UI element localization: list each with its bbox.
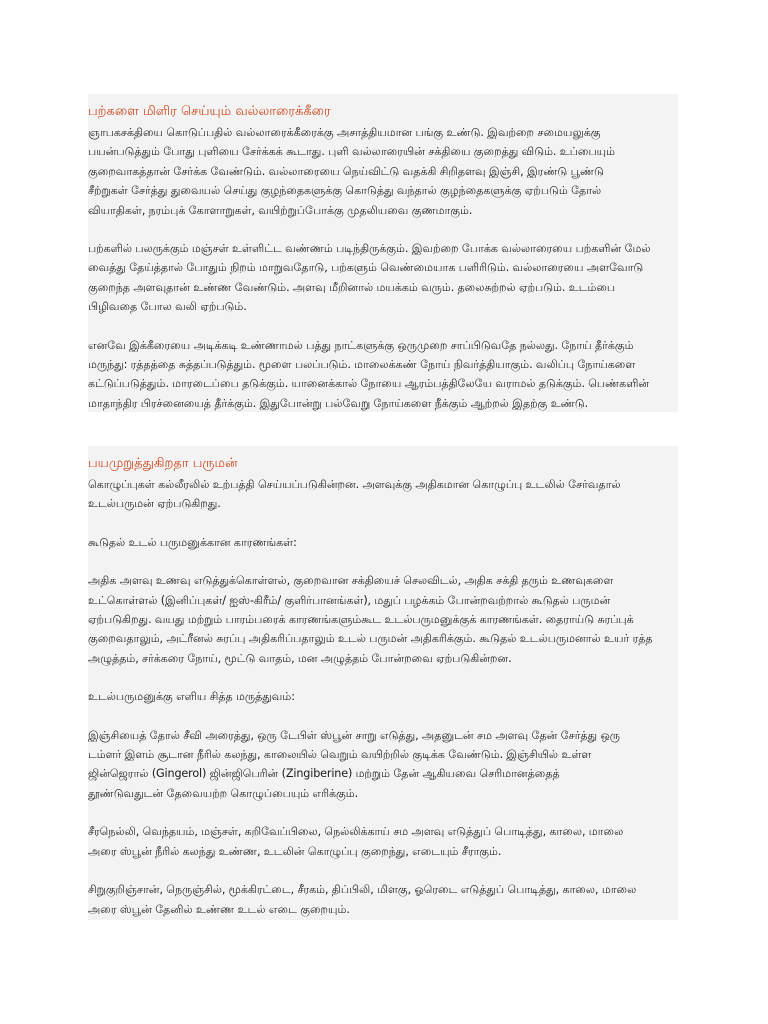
article-section-2 — [88, 446, 678, 920]
text-line: கட்டுப்படுத்தும். மாரடைப்பை தடுக்கும். யானைக்கால் நோயை ஆரம்பத்திலேயே வராமல் தடுக்கும். பெண்களின் — [88, 377, 650, 391]
text-line: உடல்பருமனுக்கு எளிய சித்த மருத்துவம்: — [88, 690, 295, 704]
text-line: உடல்பருமன் ஏற்படுகிறது. — [88, 497, 221, 511]
text-line: கூடுதல் உடல் பருமனுக்கான காரணங்கள்: — [88, 535, 297, 549]
text-line: குறைந்த அளவுதான் உண்ண வேண்டும். அளவு மீறினால் மயக்கம் வரும். தலைசுற்றல் ஏற்படும். உடம்பை — [88, 280, 616, 294]
text-line: ஜின்ஜெரால் (Gingerol) ஜின்ஜிபெரின் (Zingiberine) மற்றும் தேன் ஆகியவை செரிமானத்தைத் — [88, 767, 560, 781]
text-line: பற்களில் பலருக்கும் மஞ்சள் உள்ளிட்ட வண்ணம் படிந்திருக்கும். இவற்றை போக்க வல்லாரையை பற்களின் மேல் — [88, 242, 651, 256]
text-line: இஞ்சியைத் தோல் சீவி அரைத்து, ஒரு டேபிள் ஸ்பூன் சாறு எடுத்து, அதனுடன் சம அளவு தேன் சேர்த்து ஒரு — [88, 728, 620, 742]
paragraph — [88, 336, 678, 412]
text-line: எனவே இக்கீரையை அடிக்கடி உண்ணாமல் பத்து நாட்களுக்கு ஒருமுறை சாப்பிடுவதே நல்லது. நோய் தீர்க்கும் — [88, 338, 634, 352]
paragraph — [88, 239, 678, 317]
paragraph — [88, 123, 678, 220]
text-line: தூண்டுவதுடன் தேவையற்ற கொழுப்பையும் எரிக்கும். — [88, 786, 359, 800]
article-section-1 — [88, 94, 678, 412]
text-line: குறைவதாலும், அட்ரீனல் சுரப்பு அதிகரிப்பதாலும் உடல் பருமன் அதிகரிக்கும். கூடுதல் உடல்பருமனால் உயர் ரத்த — [88, 632, 653, 646]
text-line: வியாதிகள், நரம்புக் கோளாறுகள், வயிற்றுப்போக்கு முதலியவை குணமாகும். — [88, 203, 473, 217]
text-line: பயன்படுத்தும் போது புளியை சேர்க்கக் கூடாது. புளி வல்லாரையின் சக்தியை குறைத்து விடும். உப்பையும் — [88, 145, 615, 159]
paragraph — [88, 533, 678, 552]
text-line: மருந்து: ரத்தத்தை சுத்தப்படுத்தும். மூளை பலப்படும். மாலைக்கண் நோய் நிவர்த்தியாகும். வலிப்பு நோய்களை — [88, 358, 636, 372]
text-line: கொழுப்புகள் கல்லீரலில் உற்பத்தி செய்யப்படுகின்றன. அளவுக்கு அதிகமான கொழுப்பு உடலில் சேர்வதால் — [88, 478, 621, 491]
text-line: சீரநெல்லி, வெந்தயம், மஞ்சள், கறிவேப்பிலை, நெல்லிக்காய் சம அளவு எடுத்துப் பொடித்து, காலை, மாலை — [88, 825, 624, 839]
paragraph — [88, 687, 678, 706]
text-line: அழுத்தம், சர்க்கரை நோய், மூட்டு வாதம், மன அழுத்தம் போன்றவை ஏற்படுகின்றன. — [88, 651, 512, 665]
text-line: சிறுகுறிஞ்சான், நெருஞ்சில், மூக்கிரட்டை, சீரகம், திப்பிலி, மிளகு, ஓரெடை எடுத்துப் பொடித்து, காலை, மாலை — [88, 883, 637, 897]
text-line: டம்ளர் இளம் சூடான நீரில் கலந்து, காலையில் வெறும் வயிற்றில் குடிக்க வேண்டும். இஞ்சியில் உள்ள — [88, 748, 592, 762]
paragraph — [88, 880, 678, 919]
section-heading: பற்களை மிளிர செய்யும் வல்லாரைக்கீரை — [88, 104, 331, 119]
text-line: சீற்றுகள் சேர்த்து துவையல் செய்து குழந்தைகளுக்கு கொடுத்து வந்தால் குழந்தைகளுக்கு ஏற்படும் தோல் — [88, 184, 602, 198]
text-line: உட்கொள்ளல் (இனிப்புகள்/ ஐஸ்-கிரீம்/ குளிர்பானங்கள்), மதுப் பழக்கம் போன்றவற்றால் கூடுதல் பருமன் — [88, 593, 611, 607]
paragraph — [88, 475, 678, 514]
text-line: மாதாந்திர பிரச்னையைத் தீர்க்கும். இதுபோன்று பல்வேறு நோய்களை நீக்கும் ஆற்றல் இதற்கு உண்டு. — [88, 396, 589, 410]
text-line: அரை ஸ்பூன் நீரில் கலந்து உண்ண, உடலின் கொழுப்பு குறைந்து, எடையும் சீராகும். — [88, 844, 502, 858]
text-line: ஞாபகசக்தியை கொடுப்பதில் வல்லாரைக்கீரைக்கு அசாத்தியமான பங்கு உண்டு. இவற்றை சமையலுக்கு — [88, 126, 601, 139]
text-line: ஏற்படுகிறது. வயது மற்றும் பாரம்பரைக் காரணங்களும்கூட உடல்பருமனுக்குக் காரணங்கள். தைராய்டு சுரப்புக் — [88, 613, 634, 627]
paragraph — [88, 822, 678, 861]
text-line: அரை ஸ்பூன் தேனில் உண்ண உடல் எடை குறையும். — [88, 902, 350, 916]
text-line: அதிக அளவு உணவு எடுத்துக்கொள்ளல், குறைவான சக்தியைச் செலவிடல், அதிக சக்தி தரும் உணவுகளை — [88, 574, 614, 588]
paragraph — [88, 726, 678, 804]
text-line: பிழிவதை போல வலி ஏற்படும். — [88, 300, 247, 314]
paragraph — [88, 571, 678, 668]
text-line: குறைவாகத்தான் சேர்க்க வேண்டும். வல்லாரையை நெய்விட்டு வதக்கி சிறிதளவு இஞ்சி, இரண்டு பூண்டு — [88, 164, 604, 178]
text-line: வைத்து தேய்த்தால் போதும் நிறம் மாறுவதோடு, பற்களும் வெண்மையாக பளிரிடும். வல்லாரையை அளவோடு — [88, 261, 644, 275]
section-heading: பயமுறுத்துகிறதா பருமன் — [88, 456, 238, 471]
